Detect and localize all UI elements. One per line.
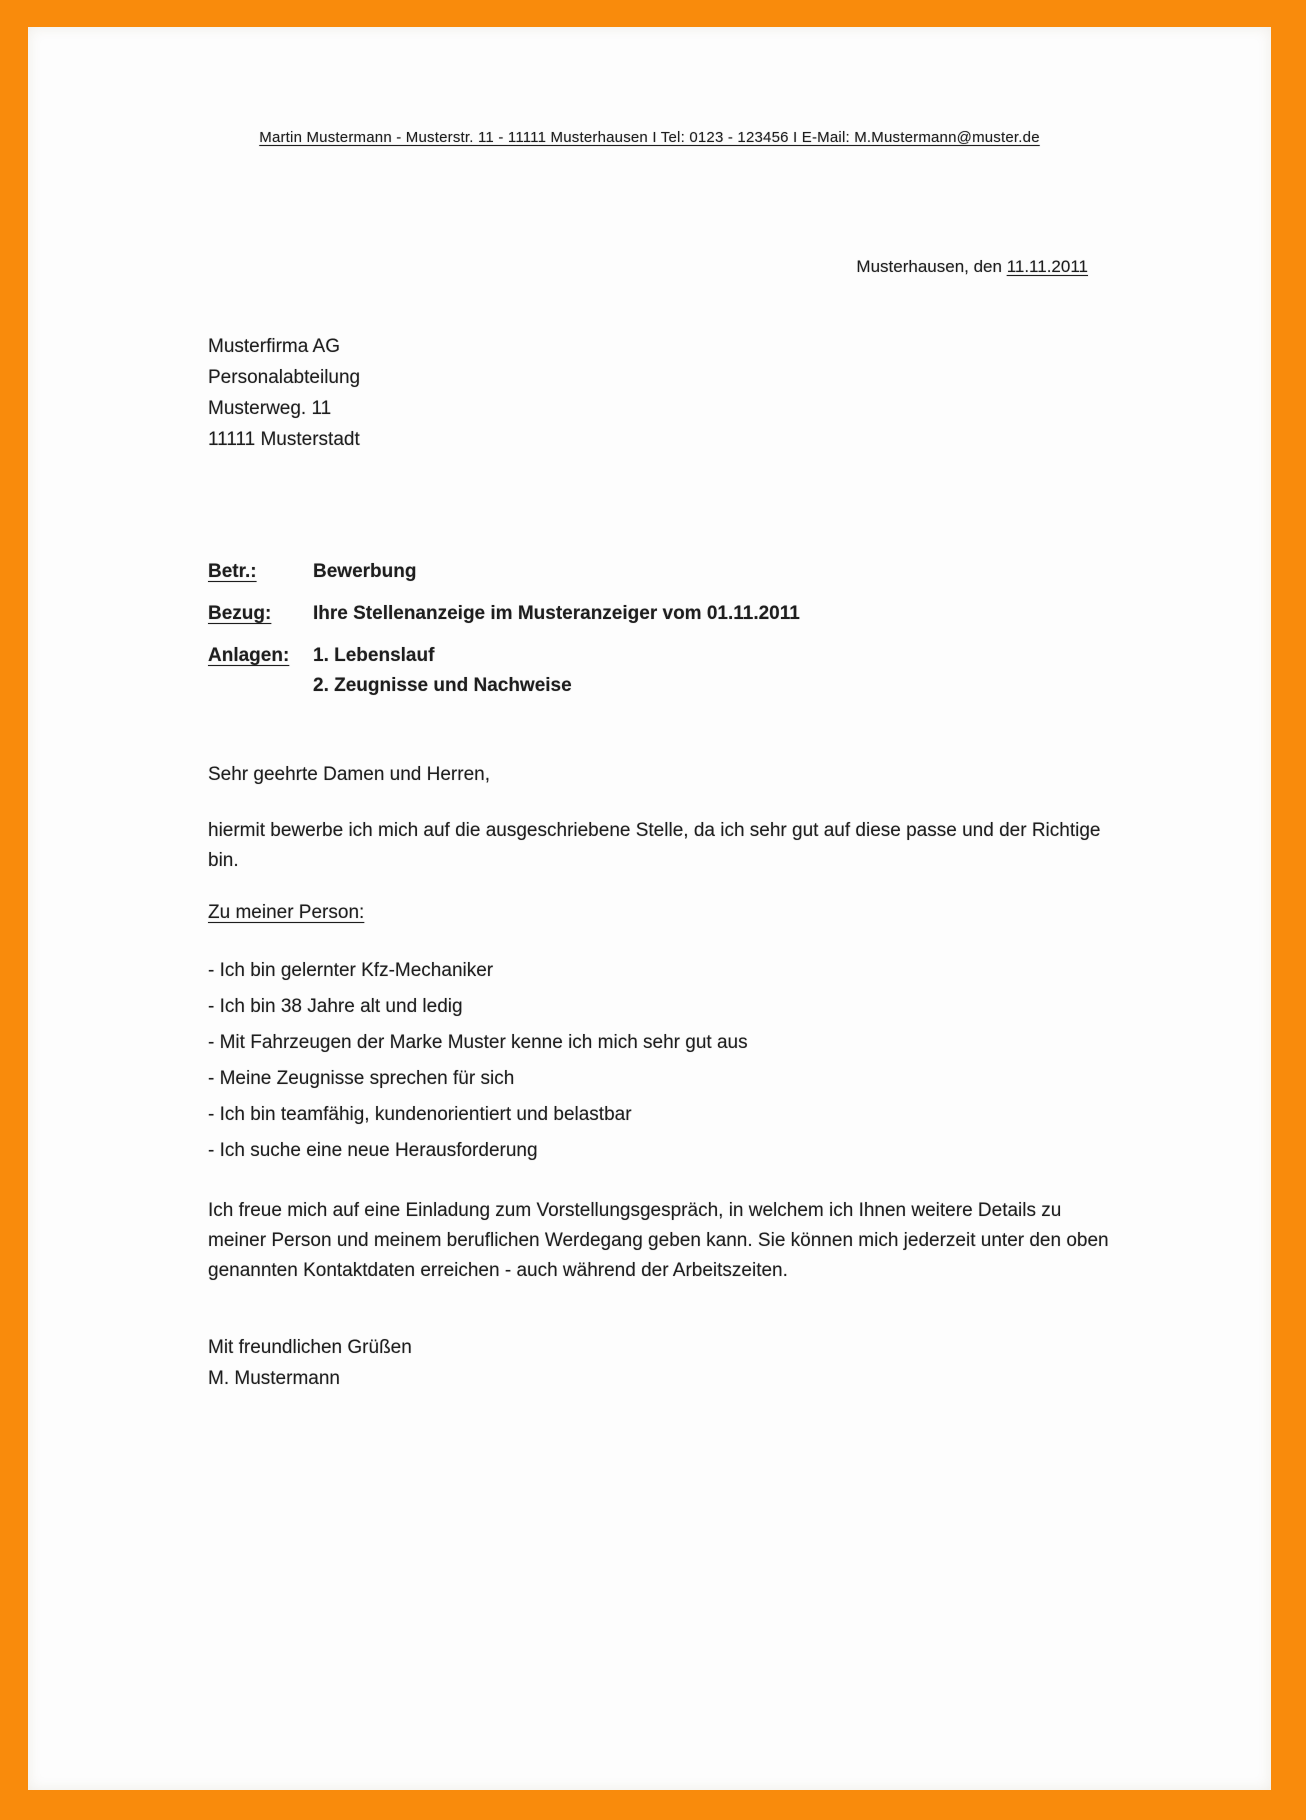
subject-label-bezug: Bezug: bbox=[208, 603, 272, 624]
attachment-item-2: 2. Zeugnisse und Nachweise bbox=[313, 675, 572, 696]
sender-contact-text: Martin Mustermann - Musterstr. 11 - 11111 Musterhausen I Tel: 0123 - 123456 I E-Mail: M.Mustermann@muster.de bbox=[259, 129, 1040, 146]
sender-contact-header bbox=[28, 129, 1271, 146]
recipient-street: Musterweg. 11 bbox=[208, 398, 332, 419]
subject-row-bezug bbox=[208, 603, 1128, 625]
personal-facts-list bbox=[208, 960, 1113, 1176]
subject-row-anlagen bbox=[208, 645, 1128, 701]
subject-label-betreff: Betr.: bbox=[208, 561, 257, 582]
subject-block bbox=[208, 561, 1128, 701]
recipient-company: Musterfirma AG bbox=[208, 336, 340, 357]
list-item: - Ich bin 38 Jahre alt und ledig bbox=[208, 996, 463, 1017]
list-item: - Ich bin teamfähig, kundenorientiert und belastbar bbox=[208, 1104, 632, 1125]
subject-row-betreff bbox=[208, 561, 1128, 583]
list-item: - Ich bin gelernter Kfz-Mechaniker bbox=[208, 960, 494, 981]
valediction: Mit freundlichen Grüßen bbox=[208, 1337, 412, 1358]
letter-paper bbox=[28, 27, 1271, 1790]
signature-name: M. Mustermann bbox=[208, 1368, 340, 1389]
recipient-department: Personalabteilung bbox=[208, 367, 361, 388]
attachment-item-1: 1. Lebenslauf bbox=[313, 645, 435, 666]
signoff-block bbox=[208, 1332, 412, 1394]
subject-value-betreff: Bewerbung bbox=[313, 561, 417, 582]
subject-value-anlagen bbox=[313, 645, 1128, 701]
letter-content bbox=[28, 27, 1271, 1790]
subject-value-bezug: Ihre Stellenanzeige im Musteranzeiger vom 01.11.2011 bbox=[313, 603, 800, 624]
subject-label-anlagen: Anlagen: bbox=[208, 645, 290, 666]
date-city: Musterhausen, den bbox=[856, 257, 1007, 276]
recipient-address-block bbox=[208, 331, 360, 455]
closing-paragraph: Ich freue mich auf eine Einladung zum Vorstellungsgespräch, in welchem ich Ihnen weitere Details zu meiner Person und meinem beruflichen Werdegang geben kann. Sie können mich jederzeit unter den oben genannten Kontaktdaten erreichen - auch während der Arbeitszeiten. bbox=[208, 1200, 1109, 1281]
recipient-city: 11111 Musterstadt bbox=[208, 429, 360, 450]
salutation: Sehr geehrte Damen und Herren, bbox=[208, 764, 490, 785]
date-line bbox=[856, 257, 1088, 277]
list-item: - Meine Zeugnisse sprechen für sich bbox=[208, 1068, 515, 1089]
section-heading-zu-meiner-person: Zu meiner Person: bbox=[208, 902, 365, 923]
date-value: 11.11.2011 bbox=[1006, 257, 1088, 276]
intro-paragraph: hiermit bewerbe ich mich auf die ausgeschriebene Stelle, da ich sehr gut auf diese passe und der Richtige bin. bbox=[208, 820, 1101, 871]
list-item: - Ich suche eine neue Herausforderung bbox=[208, 1140, 538, 1161]
list-item: - Mit Fahrzeugen der Marke Muster kenne ich mich sehr gut aus bbox=[208, 1032, 748, 1053]
